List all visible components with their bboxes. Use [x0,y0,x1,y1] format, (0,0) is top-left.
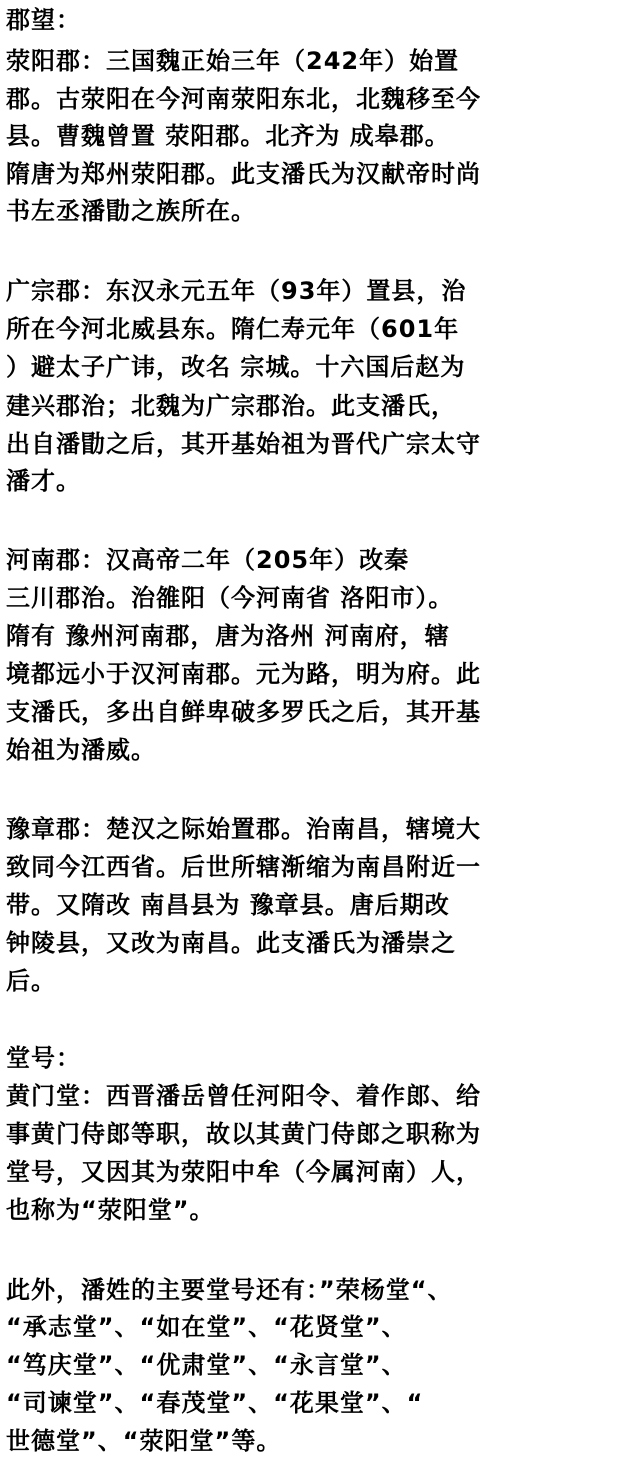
text-line: 隋唐为郑州荥阳郡。此支潘氏为汉献帝时尚 [6,160,481,188]
text-line: 致同今江西省。后世所辖渐缩为南昌附近一 [6,853,481,881]
text-line: 郡。古荥阳在今河南荥阳东北，北魏移至今 [6,85,481,113]
text-line: 三川郡治。治雒阳（今河南省 洛阳市）。 [6,584,454,612]
text-line: 出自潘勖之后，其开基始祖为晋代广宗太守 [6,430,481,458]
text-line: 堂号，又因其为荥阳中牟（今属河南）人， [6,1158,481,1186]
text-line: ）避太子广讳，改名 宗城。十六国后赵为 [6,353,466,381]
text-line: 隋有 豫州河南郡，唐为洛州 河南府，辖 [6,622,450,650]
text-line: 带。又隋改 南昌县为 豫章县。唐后期改 [6,891,450,919]
text-line: 郡望： [6,6,81,34]
text-line: 荥阳郡：三国魏正始三年（242年）始置 [6,47,460,75]
text-line: 始祖为潘威。 [6,736,156,764]
text-line: “司谏堂”、“春茂堂”、“花果堂”、“ [6,1389,424,1417]
text-line: 此外，潘姓的主要堂号还有：”荣杨堂“、 [6,1276,453,1304]
text-line: 豫章郡：楚汉之际始置郡。治南昌，辖境大 [6,815,481,843]
text-line: 书左丞潘勖之族所在。 [6,197,256,225]
text-line: 黄门堂：西晋潘岳曾任河阳令、着作郎、给 [6,1082,481,1110]
text-line: 所在今河北威县东。隋仁寿元年（601年 [6,315,460,343]
text-line: 也称为“荥阳堂”。 [6,1196,215,1224]
text-line: 世德堂”、“荥阳堂”等。 [6,1427,282,1455]
text-line: 支潘氏，多出自鲜卑破多罗氏之后，其开基 [6,698,481,726]
text-line: 县。曹魏曾置 荥阳郡。北齐为 成皋郡。 [6,122,450,150]
text-line: 事黄门侍郎等职，故以其黄门侍郎之职称为 [6,1120,481,1148]
text-line: “承志堂”、“如在堂”、“花贤堂”、 [6,1313,407,1341]
text-line: 河南郡：汉高帝二年（205年）改秦 [6,546,410,574]
text-line: 后。 [6,967,56,995]
text-line: 建兴郡治；北魏为广宗郡治。此支潘氏， [6,392,456,420]
text-line: 钟陵县，又改为南昌。此支潘氏为潘崇之 [6,929,456,957]
text-line: “笃庆堂”、“优肃堂”、“永言堂”、 [6,1351,407,1379]
text-line: 广宗郡：东汉永元五年（93年）置县，治 [6,277,467,305]
text-line: 潘才。 [6,467,81,495]
text-line: 境都远小于汉河南郡。元为路，明为府。此 [6,660,481,688]
text-line: 堂号： [6,1044,81,1072]
